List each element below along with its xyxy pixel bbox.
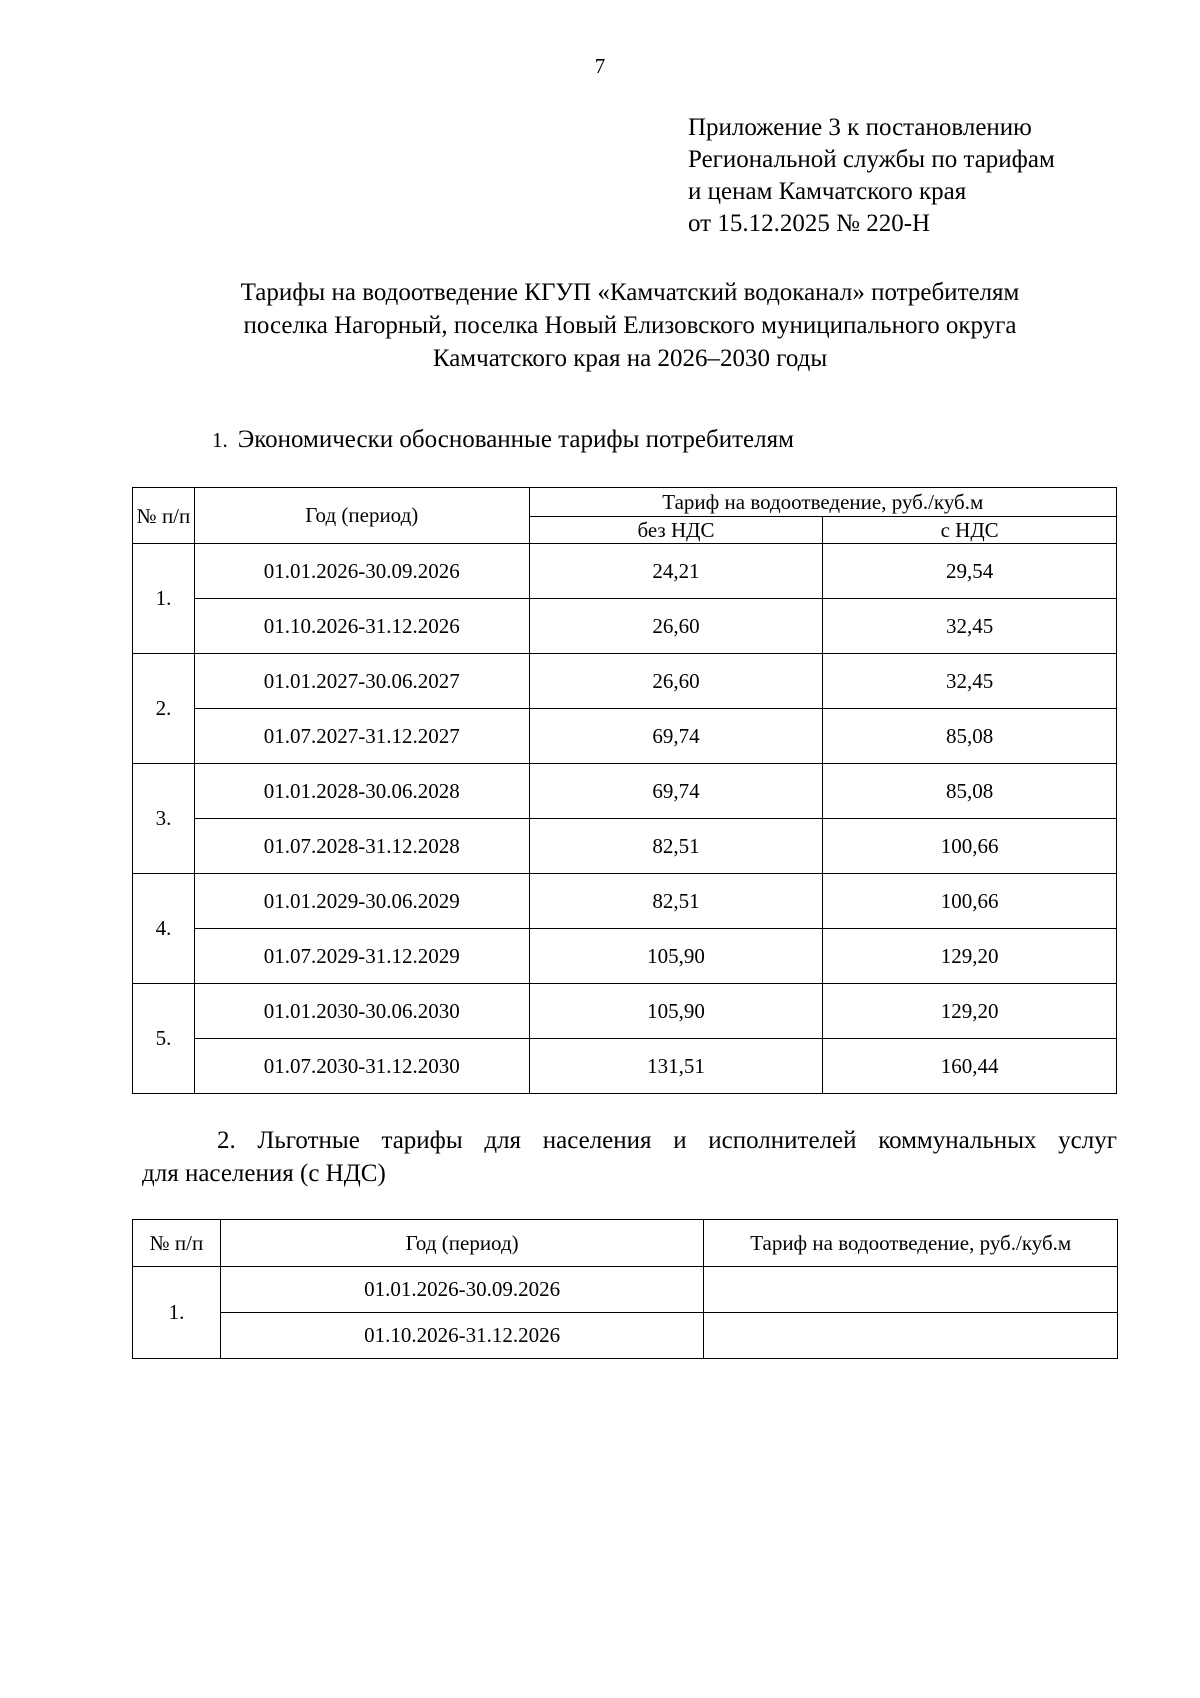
row-number-cell: 5. <box>133 984 195 1094</box>
tariff-without-vat-cell: 105,90 <box>529 929 823 984</box>
appendix-line: и ценам Камчатского края <box>688 178 967 205</box>
title-line: Тарифы на водоотведение КГУП «Камчатский водоканал» потребителям <box>240 279 1020 306</box>
table-row <box>133 874 1117 929</box>
section-1-number: 1. <box>212 428 228 452</box>
page-number: 7 <box>594 54 606 78</box>
tariff-without-vat-cell: 26,60 <box>529 654 823 709</box>
header-period: Год (период) <box>220 1220 703 1267</box>
table-row <box>133 654 1117 709</box>
tariff-without-vat-cell: 26,60 <box>529 599 823 654</box>
preferential-tariffs-table <box>132 1219 1118 1359</box>
period-cell: 01.07.2027-31.12.2027 <box>194 709 529 764</box>
header-num: № п/п <box>133 488 195 544</box>
period-cell: 01.01.2027-30.06.2027 <box>194 654 529 709</box>
row-number-cell: 1. <box>133 1267 221 1359</box>
tariff-with-vat-cell: 85,08 <box>823 709 1117 764</box>
table-row <box>133 544 1117 599</box>
header-with-vat: с НДС <box>823 517 1117 544</box>
table-row <box>133 709 1117 764</box>
section-2-heading <box>142 1124 1117 1190</box>
table-header-row <box>133 488 1117 517</box>
header-tariff: Тариф на водоотведение, руб./куб.м <box>704 1220 1118 1267</box>
period-cell: 01.07.2028-31.12.2028 <box>194 819 529 874</box>
period-cell: 01.01.2026-30.09.2026 <box>220 1267 703 1313</box>
period-cell: 01.01.2028-30.06.2028 <box>194 764 529 819</box>
tariff-with-vat-cell: 32,45 <box>823 599 1117 654</box>
section-2-line: для населения (с НДС) <box>142 1160 386 1187</box>
row-number-cell: 3. <box>133 764 195 874</box>
tariff-with-vat-cell: 160,44 <box>823 1039 1117 1094</box>
tariff-without-vat-cell: 131,51 <box>529 1039 823 1094</box>
tariff-with-vat-cell: 100,66 <box>823 874 1117 929</box>
table-row <box>133 764 1117 819</box>
table-row <box>133 984 1117 1039</box>
table-row <box>133 1267 1118 1313</box>
table-row <box>133 819 1117 874</box>
tariff-without-vat-cell: 105,90 <box>529 984 823 1039</box>
table-row <box>133 1313 1118 1359</box>
document-title <box>150 276 1110 375</box>
title-line: поселка Нагорный, поселка Новый Елизовского муниципального округа <box>243 312 1017 339</box>
table-body <box>133 544 1117 1094</box>
period-cell: 01.10.2026-31.12.2026 <box>220 1313 703 1359</box>
row-number-cell: 4. <box>133 874 195 984</box>
table-row <box>133 599 1117 654</box>
table-row <box>133 1039 1117 1094</box>
tariff-with-vat-cell: 129,20 <box>823 929 1117 984</box>
tariff-cell <box>704 1313 1118 1359</box>
tariff-with-vat-cell: 32,45 <box>823 654 1117 709</box>
period-cell: 01.07.2030-31.12.2030 <box>194 1039 529 1094</box>
table-header-row <box>133 1220 1118 1267</box>
economic-tariffs-table <box>132 487 1117 1094</box>
tariff-without-vat-cell: 69,74 <box>529 764 823 819</box>
tariff-without-vat-cell: 69,74 <box>529 709 823 764</box>
title-line: Камчатского края на 2026–2030 годы <box>432 345 828 372</box>
table-row <box>133 929 1117 984</box>
appendix-line: Приложение 3 к постановлению <box>688 114 1032 141</box>
row-number-cell: 2. <box>133 654 195 764</box>
header-num: № п/п <box>133 1220 221 1267</box>
tariff-with-vat-cell: 100,66 <box>823 819 1117 874</box>
tariff-without-vat-cell: 82,51 <box>529 874 823 929</box>
row-number-cell: 1. <box>133 544 195 654</box>
header-period: Год (период) <box>194 488 529 544</box>
appendix-line: от 15.12.2025 № 220-Н <box>688 210 931 237</box>
header-tariff: Тариф на водоотведение, руб./куб.м <box>529 488 1116 517</box>
tariff-with-vat-cell: 129,20 <box>823 984 1117 1039</box>
section-1-heading <box>212 426 794 454</box>
appendix-block <box>688 112 1188 240</box>
section-2-line: 2. Льготные тарифы для населения и исполнителей коммунальных услуг <box>217 1127 1117 1154</box>
tariff-with-vat-cell: 29,54 <box>823 544 1117 599</box>
tariff-without-vat-cell: 24,21 <box>529 544 823 599</box>
section-1-title: Экономически обоснованные тарифы потребителям <box>237 426 794 453</box>
period-cell: 01.07.2029-31.12.2029 <box>194 929 529 984</box>
appendix-line: Региональной службы по тарифам <box>688 146 1055 173</box>
table-body <box>133 1267 1118 1359</box>
tariff-cell <box>704 1267 1118 1313</box>
period-cell: 01.01.2030-30.06.2030 <box>194 984 529 1039</box>
tariff-without-vat-cell: 82,51 <box>529 819 823 874</box>
period-cell: 01.01.2026-30.09.2026 <box>194 544 529 599</box>
period-cell: 01.10.2026-31.12.2026 <box>194 599 529 654</box>
tariff-with-vat-cell: 85,08 <box>823 764 1117 819</box>
header-without-vat: без НДС <box>529 517 823 544</box>
period-cell: 01.01.2029-30.06.2029 <box>194 874 529 929</box>
